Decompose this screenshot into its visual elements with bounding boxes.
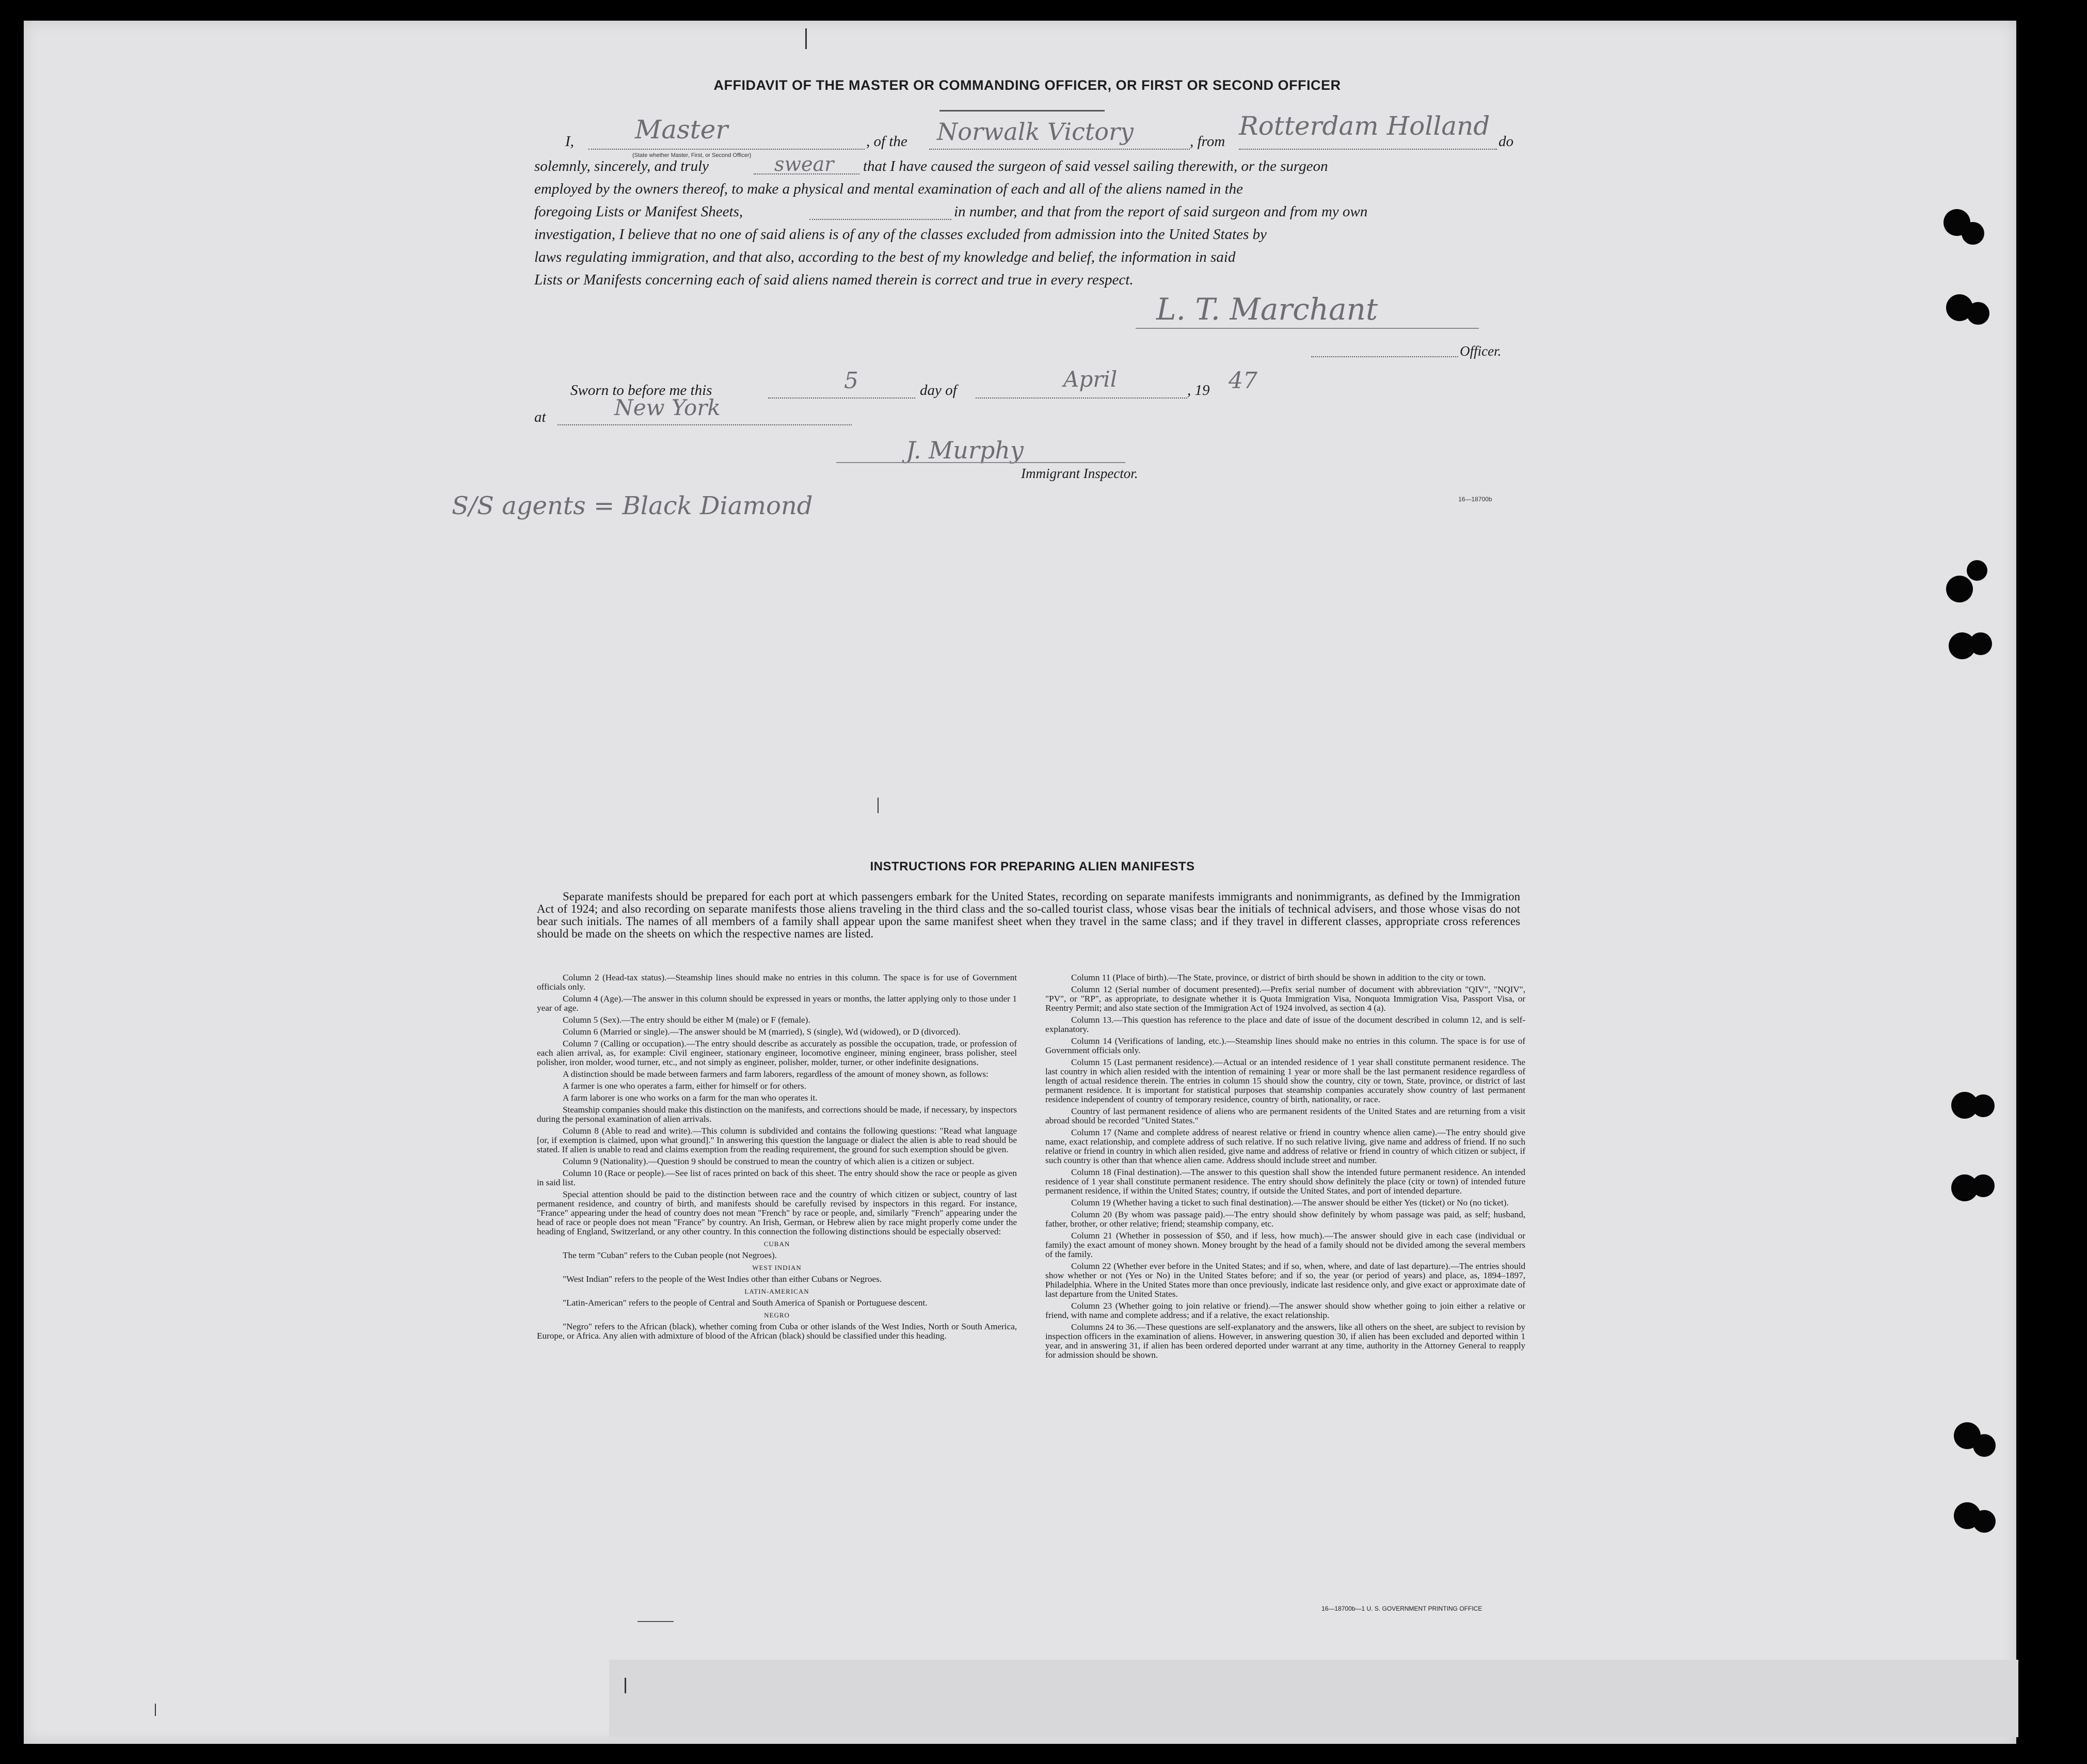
aff-of-the: , of the [866, 133, 907, 150]
punch-hole [1972, 1094, 1995, 1117]
punch-hole [1967, 560, 1987, 581]
scan-mark [805, 28, 807, 49]
instr-col10: Column 10 (Race or people).—See list of races printed on back of this sheet. The entry should show the race or people as given in said list. [537, 1168, 1017, 1187]
instructions-intro: Separate manifests should be prepared for each port at which passengers embark for the United States, recording on separate manifests immigrants and nonimmigrants, as defined by the Immigration Act of 1924; and also recording on separate manifests those aliens traveling in the third class and the so-called tourist class, whose visas bear the initials of technical advisers, and those whose visas do not bear such initials. The names of all members of a family shall appear upon the same manifest sheet when they travel in the same class; and if they travel in different classes, appropriate cross references should be made on the sheets on which the respective names are listed. [537, 890, 1520, 940]
printing-office-footer: 16—18700b—1 U. S. GOVERNMENT PRINTING OFFICE [1321, 1605, 1483, 1612]
signature-underline [1136, 328, 1479, 329]
officer-signature: L. T. Marchant [1156, 292, 1378, 327]
handwritten-year: 47 [1229, 368, 1257, 394]
instr-col24-36: Columns 24 to 36.—These questions are self-explanatory and the answers, like all others on the sheet, are subject to revision by inspection officers in the examination of aliens. However, in answering question 30, if alien has been excluded and deported within 1 year, and in answering 31, if alien has been ordered deported under warrant at any time, authority in the Attorney General to reapply for admission should be shown. [1045, 1322, 1525, 1360]
aff-line3: employed by the owners thereof, to make a physical and mental examination of each and all of the aliens named in the [534, 181, 1243, 197]
instr-col14: Column 14 (Verifications of landing, etc.).—Steamship lines should make no entries in this column. The space is for use of Government officials only. [1045, 1036, 1525, 1055]
scanner-shadow [609, 1660, 2018, 1737]
instr-farm-laborer: A farm laborer is one who works on a farm for the man who operates it. [563, 1093, 818, 1103]
instructions-title: INSTRUCTIONS FOR PREPARING ALIEN MANIFESTS [870, 860, 1195, 873]
punch-hole [1967, 302, 1989, 325]
punch-hole [1962, 222, 1984, 245]
aff-line7: Lists or Manifests concerning each of said aliens named therein is correct and true in every respect. [534, 272, 1134, 288]
handwritten-place: New York [614, 395, 721, 420]
day-of-label: day of [920, 382, 957, 399]
handwritten-rank: Master [635, 115, 728, 145]
instr-col12: Column 12 (Serial number of document presented).—Prefix serial number of document with abbreviation "QIV", "NQIV", "PV", or "RP", as appropriate, to designate whether it is Quota Immigration Visa, Nonquota Immigration Visa, Passport Visa, or Reentry Permit; and also state section of the Immigration Act of 1924 involved, as section 4 (a). [1045, 984, 1525, 1013]
at-label: at [534, 409, 546, 425]
instr-col18: Column 18 (Final destination).—The answer to this question shall show the intended future permanent residence. An intended residence of 1 year shall constitute permanent residence. The entry should show definitely the place (city or town) of intended future permanent residence, if within the United States; country, if outside the United States, and port of intended departure. [1045, 1167, 1525, 1196]
instr-col22: Column 22 (Whether ever before in the United States; and if so, when, where, and date of last departure).—The entries should show whether or not (Yes or No) in the United States before; and if so, the year (or period of years) and place, as, 1894–1897, Philadelphia. Where in the United States more than once previously, indicate last residence only, and give exact or approximate date of last departure from the United States. [1045, 1261, 1525, 1299]
affidavit-title: AFFIDAVIT OF THE MASTER OR COMMANDING OFFICER, OR FIRST OR SECOND OFFICER [713, 77, 1341, 93]
heading-negro: NEGRO [764, 1311, 790, 1319]
instr-col6: Column 6 (Married or single).—The answer should be M (married), S (single), Wd (widowed), or D (divorced). [563, 1027, 961, 1037]
sworn-label: Sworn to before me this [570, 382, 712, 399]
instr-col13: Column 13.—This question has reference to the place and date of issue of the document described in column 12, and is self-explanatory. [1045, 1015, 1525, 1034]
day-blank [768, 398, 915, 399]
inspector-underline [836, 462, 1125, 463]
aff-line6: laws regulating immigration, and that also, according to the best of my knowledge and belief, the information in said [534, 249, 1236, 265]
inspector-label: Immigrant Inspector. [1021, 466, 1138, 481]
handwritten-swear: swear [774, 153, 834, 176]
handwritten-ship: Norwalk Victory [937, 118, 1134, 146]
handwritten-month: April [1063, 367, 1118, 392]
instr-latin: "Latin-American" refers to the people of Central and South America of Spanish or Portuguese descent. [563, 1298, 928, 1308]
instructions-right-column [1045, 973, 1525, 1362]
instr-country: Country of last permanent residence of aliens who are permanent residents of the United States and are returning from a visit abroad should be recorded "United States." [1045, 1106, 1525, 1125]
punch-hole [1973, 1434, 1996, 1457]
instr-farmer: A farmer is one who operates a farm, either for himself or for others. [563, 1081, 807, 1091]
inspector-signature: J. Murphy [906, 436, 1024, 464]
instr-col15: Column 15 (Last permanent residence).—Actual or an intended residence of 1 year shall constitute permanent residence. The last country in which alien resided with the intention of remaining 1 year or more shall be the last permanent residence regardless of length of actual residence therein. The entries in column 15 should show the country, city or town, State, province, or district of last permanent residence. It is important for statistical purposes that steamship companies accurately show country of last permanent residence independent of country of temporary residence, country of birth, nationality, or race. [1045, 1057, 1525, 1104]
year-prefix: , 19 [1187, 382, 1210, 399]
aff-i: I, [565, 133, 574, 150]
instr-col11: Column 11 (Place of birth).—The State, province, or district of birth should be shown in addition to the city or town. [1071, 973, 1486, 982]
instr-col20: Column 20 (By whom was passage paid).—The entry should show definitely by whom passage was paid, as self; husband, father, brother, or other relative; friend; steamship company, etc. [1045, 1210, 1525, 1229]
aff-line2a: solemnly, sincerely, and truly [534, 158, 709, 174]
heading-cuban: CUBAN [763, 1240, 790, 1248]
rank-blank [588, 149, 865, 150]
instr-farmers: A distinction should be made between farmers and farm laborers, regardless of the amount of money shown, as follows: [563, 1069, 989, 1079]
instr-cuban: The term "Cuban" refers to the Cuban people (not Negroes). [563, 1250, 777, 1260]
instr-negro: "Negro" refers to the African (black), whether coming from Cuba or other islands of the West Indies, North or South America, Europe, or Africa. Any alien with admixture of blood of the African (black) should be classified under this heading. [537, 1322, 1017, 1341]
ship-blank [929, 149, 1190, 150]
aff-line4b: in number, and that from the report of said surgeon and from my own [954, 203, 1368, 220]
aff-line5: investigation, I believe that no one of said aliens is of any of the classes excluded from admission into the United States by [534, 226, 1267, 243]
scan-mark [878, 798, 879, 813]
bottom-rule [638, 1621, 674, 1622]
instr-col9: Column 9 (Nationality).—Question 9 should be construed to mean the country of which alien is a citizen or subject. [563, 1156, 975, 1166]
heading-latin: LATIN-AMERICAN [744, 1288, 809, 1295]
instr-west-indian: "West Indian" refers to the people of the West Indies other than either Cubans or Negroes. [563, 1274, 882, 1284]
aff-line2b: that I have caused the surgeon of said vessel sailing therewith, or the surgeon [863, 158, 1328, 174]
instr-steamship: Steamship companies should make this distinction on the manifests, and corrections should be made, if necessary, by inspectors during the personal examination of alien arrivals. [537, 1105, 1017, 1124]
port-blank [1239, 149, 1497, 150]
rank-hint: (State whether Master, First, or Second Officer) [632, 152, 752, 158]
scan-mark [625, 1678, 626, 1693]
month-blank [976, 398, 1187, 399]
number-blank [809, 219, 951, 220]
punch-hole [1973, 1510, 1996, 1533]
instr-col17: Column 17 (Name and complete address of nearest relative or friend in country whence alien came).—The entry should give name, exact relationship, and complete address of such relative. If no such relative living, give name and address of friend. If no such relative or friend in country in which alien resided, give name and address of relative or friend in country of which citizen or subject, if such country is other than that whence alien came. Address should include street and number. [1045, 1127, 1525, 1165]
form-number-top: 16—18700b [1458, 496, 1492, 503]
instructions-left-column [537, 973, 1017, 1343]
instr-special: Special attention should be paid to the distinction between race and the country of which citizen or subject, country of last permanent residence, and country of birth, and manifests should be carefully revised by inspectors in this regard. For instance, "France" appearing under the head of country does not mean "French" by race or people, and, similarly "French" appearing under the head of race or people does not mean "France" by country. An Irish, German, or Hebrew alien by race might properly come under the heading of England, Switzerland, or any other country. In this connection the following distinctions should be especially observed: [537, 1189, 1017, 1236]
officer-blank [1311, 356, 1458, 357]
instr-col4: Column 4 (Age).—The answer in this column should be expressed in years or months, the latter applying only to those under 1 year of age. [537, 994, 1017, 1013]
punch-hole [1972, 1174, 1995, 1197]
instr-col7: Column 7 (Calling or occupation).—The entry should describe as accurately as possible the occupation, trade, or profession of each alien arrival, as, for example: Civil engineer, stationary engineer, locomotive engineer, mining engineer, brass polisher, steel polisher, iron molder, wood turner, etc., and not simply as engineer, polisher, molder, turner, or other indefinite designations. [537, 1039, 1017, 1067]
instr-col8: Column 8 (Able to read and write).—This column is subdivided and contains the following questions: "Read what language [or, if exemption is claimed, upon what ground]." In answering this question the language or dialect the alien is able to read should be stated. If alien is unable to read and claims exemption from the reading requirement, the ground for such exemption should be given. [537, 1126, 1017, 1154]
punch-hole [1946, 576, 1973, 602]
scan-mark [155, 1704, 156, 1716]
officer-label: Officer. [1460, 343, 1502, 359]
instr-col5: Column 5 (Sex).—The entry should be either M (male) or F (female). [563, 1015, 810, 1025]
aff-from: , from [1190, 133, 1225, 150]
heading-west-indian: WEST INDIAN [752, 1264, 802, 1272]
handwritten-day: 5 [844, 368, 858, 394]
handwritten-port: Rotterdam Holland [1239, 111, 1490, 141]
title-rule [939, 110, 1105, 112]
place-blank [557, 424, 852, 425]
aff-do: do [1499, 133, 1514, 150]
instr-col21: Column 21 (Whether in possession of $50, and if less, how much).—The answer should give in each case (individual or family) the exact amount of money shown. Money brought by the head of a family should not be divided among the several members of the family. [1045, 1231, 1525, 1259]
instr-col19: Column 19 (Whether having a ticket to such final destination).—The answer should be either Yes (ticket) or No (no ticket). [1071, 1198, 1509, 1207]
punch-hole [1969, 632, 1992, 655]
aff-line4a: foregoing Lists or Manifest Sheets, [534, 203, 743, 220]
instr-col23: Column 23 (Whether going to join relative or friend).—The answer should show whether going to join either a relative or friend, with name and complete address; and if a relative, the exact relationship. [1045, 1301, 1525, 1320]
agents-note: S/S agents = Black Diamond [452, 491, 813, 520]
instr-col2: Column 2 (Head-tax status).—Steamship lines should make no entries in this column. The space is for use of Government officials only. [537, 973, 1017, 992]
